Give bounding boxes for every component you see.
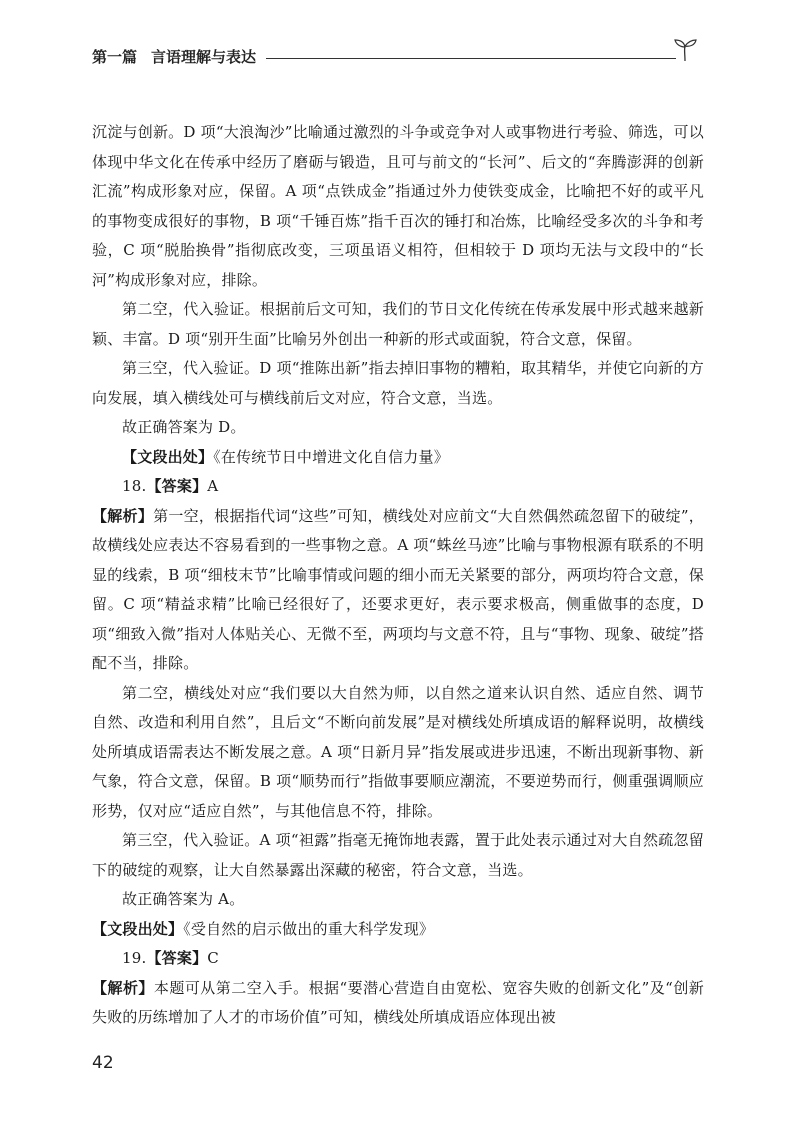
analysis-text: 本题可从第二空入手。根据“要潜心营造自由宽松、宽容失败的创新文化”及“创新失败的历练增加了人才的市场价值”可知，横线处所填成语应体现出被 (92, 978, 704, 1026)
question-19-answer (92, 944, 704, 974)
running-header (92, 42, 698, 70)
paragraph-third-blank: 第三空，代入验证。D 项“推陈出新”指去掉旧事物的糟粕，取其精华，并使它向新的方向发展，填入横线处可与横线前后文对应，符合文意，当选。 (92, 359, 704, 407)
question-number: 19. (122, 949, 147, 967)
paragraph-third-blank-18: 第三空，代入验证。A 项“袒露”指毫无掩饰地表露，置于此处表示通过对大自然疏忽留下的破绽的观察，让大自然暴露出深藏的秘密，符合文意，当选。 (92, 831, 704, 879)
question-18-analysis (92, 502, 704, 679)
paragraph-second-blank: 第二空，代入验证。根据前后文可知，我们的节日文化传统在传承发展中形式越来越新颖、丰富。D 项“别开生面”比喻另外创出一种新的形式或面貌，符合文意，保留。 (92, 300, 704, 348)
header-rule (266, 58, 676, 59)
source-line (92, 443, 704, 473)
question-number: 18. (122, 477, 147, 495)
source-label: 【文段出处】 (122, 447, 214, 466)
analysis-text: 第一空，根据指代词“这些”可知，横线处对应前文“大自然偶然疏忽留下的破绽”，故横线处应表达不容易看到的一些事物之意。A 项“蛛丝马迹”比喻与事物根源有联系的不明显的线索，B 项“细枝末节”比喻事情或问题的细小而无关紧要的部分，两项均符合文意，保留。C 项“精益求精”比喻已经很好了，还要求更好，表示要求极高，侧重做事的态度，D 项“细致入微”指对人体贴关心、无微不至，两项均与文意不符，且与“事物、现象、破绽”搭配不当，排除。 (92, 506, 704, 672)
answer-conclusion-18: 故正确答案为 A。 (122, 890, 245, 908)
paragraph-continuation: 沉淀与创新。D 项“大浪淘沙”比喻通过激烈的斗争或竞争对人或事物进行考验、筛选，可以体现中华文化在传承中经历了磨砺与锻造，且可与前文的“长河”、后文的“奔腾澎湃的创新汇流”构成形象对应，保留。A 项“点铁成金”指通过外力使铁变成金，比喻把不好的或平凡的事物变成很好的事物，B 项“千锤百炼”指千百次的锤打和冶炼，比喻经受多次的斗争和考验，C 项“脱胎换骨”指彻底改变，三项虽语义相符，但相较于 D 项均无法与文段中的“长河”构成形象对应，排除。 (92, 123, 704, 289)
chapter-title: 言语理解与表达 (151, 47, 257, 66)
answer-conclusion: 故正确答案为 D。 (122, 418, 246, 436)
answer-value: C (207, 949, 219, 967)
answer-value: A (207, 477, 219, 495)
source-line-18 (92, 915, 704, 945)
analysis-label: 【解析】 (92, 978, 154, 997)
paragraph-second-blank-18: 第二空，横线处对应“我们要以大自然为师，以自然之道来认识自然、适应自然、调节自然、改造和利用自然”，且后文“不断向前发展”是对横线处所填成语的解释说明，故横线处所填成语需表达不断发展之意。A 项“日新月异”指发展或进步迅速，不断出现新事物、新气象，符合文意，保留。B 项“顺势而行”指做事要顺应潮流，不要逆势而行，侧重强调顺应形势，仅对应“适应自然”，与其他信息不符，排除。 (92, 683, 704, 820)
question-18-answer (92, 472, 704, 502)
sprout-icon (672, 36, 698, 62)
analysis-label: 【解析】 (92, 506, 154, 525)
part-label: 第一篇 (92, 47, 138, 66)
source-title: 《受自然的启示做出的重大科学发现》 (183, 919, 435, 938)
page-number: 42 (92, 1053, 114, 1073)
answer-label: 【答案】 (146, 949, 208, 967)
question-19-analysis (92, 974, 704, 1033)
answer-label: 【答案】 (146, 477, 208, 495)
source-label: 【文段出处】 (92, 919, 184, 938)
source-title: 《在传统节日中增进文化自信力量》 (213, 447, 449, 466)
page-body (92, 118, 704, 1033)
